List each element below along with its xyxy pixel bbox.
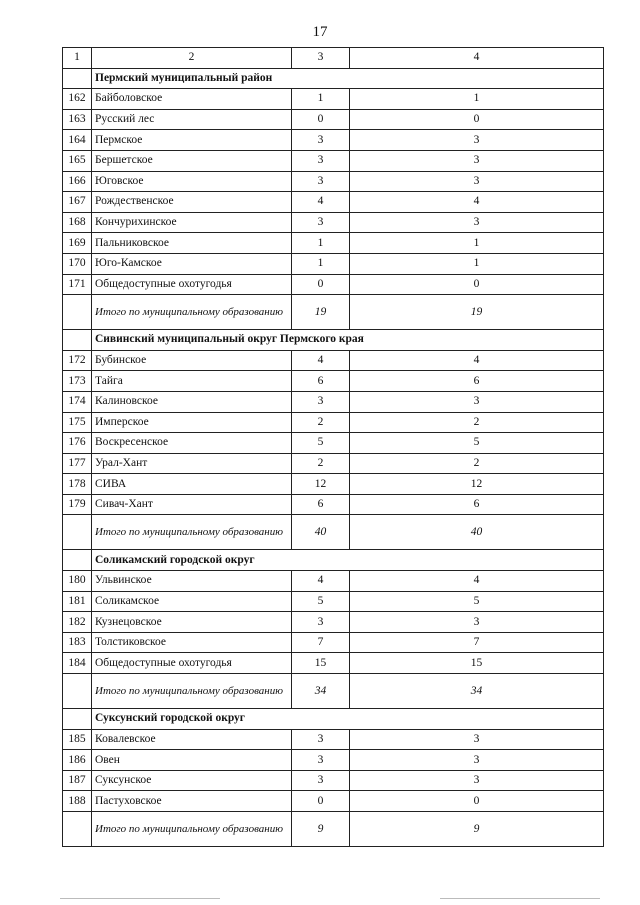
value-col-4: 0 <box>350 791 604 812</box>
value-col-3: 1 <box>292 253 350 274</box>
row-number: 180 <box>63 571 92 592</box>
area-name: Юго-Камское <box>92 253 292 274</box>
header-col-1: 1 <box>63 48 92 69</box>
value-col-3: 1 <box>292 89 350 110</box>
table-row <box>63 653 604 674</box>
table-body <box>63 68 604 846</box>
area-name: Ковалевское <box>92 729 292 750</box>
table-row <box>63 770 604 791</box>
total-col-3: 19 <box>292 295 350 330</box>
area-name: Сивач-Хант <box>92 494 292 515</box>
table-row <box>63 274 604 295</box>
table-row <box>63 350 604 371</box>
total-blank-cell <box>63 674 92 709</box>
value-col-4: 2 <box>350 453 604 474</box>
table-row <box>63 750 604 771</box>
table-row <box>63 391 604 412</box>
table-row <box>63 150 604 171</box>
area-name: Пальниковское <box>92 233 292 254</box>
value-col-4: 3 <box>350 212 604 233</box>
row-number: 166 <box>63 171 92 192</box>
value-col-4: 3 <box>350 391 604 412</box>
value-col-3: 3 <box>292 729 350 750</box>
area-name: Пастуховское <box>92 791 292 812</box>
table-row <box>63 192 604 213</box>
section-row <box>63 550 604 571</box>
total-col-4: 9 <box>350 812 604 847</box>
section-blank-cell <box>63 330 92 351</box>
row-number: 167 <box>63 192 92 213</box>
total-row <box>63 674 604 709</box>
section-blank-cell <box>63 550 92 571</box>
value-col-4: 3 <box>350 770 604 791</box>
area-name: Бубинское <box>92 350 292 371</box>
row-number: 178 <box>63 474 92 495</box>
value-col-4: 4 <box>350 350 604 371</box>
table-row <box>63 791 604 812</box>
value-col-3: 4 <box>292 571 350 592</box>
row-number: 184 <box>63 653 92 674</box>
value-col-4: 6 <box>350 371 604 392</box>
value-col-3: 0 <box>292 274 350 295</box>
section-title: Суксунский городской округ <box>92 709 604 730</box>
row-number: 164 <box>63 130 92 151</box>
area-name: Кончурихинское <box>92 212 292 233</box>
section-blank-cell <box>63 709 92 730</box>
total-row <box>63 515 604 550</box>
value-col-4: 5 <box>350 433 604 454</box>
area-name: Толстиковское <box>92 632 292 653</box>
row-number: 175 <box>63 412 92 433</box>
area-name: Бершетское <box>92 150 292 171</box>
row-number: 176 <box>63 433 92 454</box>
section-blank-cell <box>63 68 92 89</box>
total-col-3: 40 <box>292 515 350 550</box>
area-name: Рождественское <box>92 192 292 213</box>
value-col-3: 2 <box>292 412 350 433</box>
row-number: 179 <box>63 494 92 515</box>
value-col-4: 3 <box>350 750 604 771</box>
value-col-4: 1 <box>350 233 604 254</box>
value-col-3: 6 <box>292 371 350 392</box>
value-col-3: 4 <box>292 192 350 213</box>
row-number: 165 <box>63 150 92 171</box>
value-col-3: 5 <box>292 591 350 612</box>
value-col-3: 0 <box>292 791 350 812</box>
value-col-3: 3 <box>292 612 350 633</box>
area-name: Общедоступные охотугодья <box>92 274 292 295</box>
value-col-3: 1 <box>292 233 350 254</box>
total-blank-cell <box>63 295 92 330</box>
total-col-3: 9 <box>292 812 350 847</box>
header-col-3: 3 <box>292 48 350 69</box>
total-label: Итого по муниципальному образованию <box>92 515 292 550</box>
total-blank-cell <box>63 515 92 550</box>
area-name: Соликамское <box>92 591 292 612</box>
value-col-3: 6 <box>292 494 350 515</box>
row-number: 174 <box>63 391 92 412</box>
row-number: 171 <box>63 274 92 295</box>
row-number: 187 <box>63 770 92 791</box>
value-col-4: 1 <box>350 253 604 274</box>
value-col-4: 7 <box>350 632 604 653</box>
value-col-4: 3 <box>350 150 604 171</box>
table-row <box>63 412 604 433</box>
value-col-4: 4 <box>350 571 604 592</box>
row-number: 172 <box>63 350 92 371</box>
table-row <box>63 474 604 495</box>
value-col-3: 15 <box>292 653 350 674</box>
header-col-4: 4 <box>350 48 604 69</box>
total-label: Итого по муниципальному образованию <box>92 674 292 709</box>
table-row <box>63 591 604 612</box>
value-col-4: 0 <box>350 274 604 295</box>
value-col-3: 4 <box>292 350 350 371</box>
value-col-4: 0 <box>350 109 604 130</box>
row-number: 177 <box>63 453 92 474</box>
total-col-4: 34 <box>350 674 604 709</box>
table-row <box>63 494 604 515</box>
table-row <box>63 729 604 750</box>
area-name: Урал-Хант <box>92 453 292 474</box>
value-col-3: 0 <box>292 109 350 130</box>
area-name: Байболовское <box>92 89 292 110</box>
row-number: 163 <box>63 109 92 130</box>
area-name: СИВА <box>92 474 292 495</box>
row-number: 170 <box>63 253 92 274</box>
value-col-4: 3 <box>350 612 604 633</box>
value-col-3: 3 <box>292 770 350 791</box>
value-col-3: 12 <box>292 474 350 495</box>
area-name: Овен <box>92 750 292 771</box>
row-number: 188 <box>63 791 92 812</box>
table-row <box>63 89 604 110</box>
area-name: Юговское <box>92 171 292 192</box>
footer-scan-line <box>60 898 220 899</box>
row-number: 181 <box>63 591 92 612</box>
value-col-4: 4 <box>350 192 604 213</box>
value-col-4: 3 <box>350 171 604 192</box>
table-row <box>63 233 604 254</box>
total-row <box>63 812 604 847</box>
value-col-3: 3 <box>292 150 350 171</box>
footer-scan-line <box>440 898 600 899</box>
value-col-3: 3 <box>292 391 350 412</box>
value-col-4: 2 <box>350 412 604 433</box>
value-col-4: 15 <box>350 653 604 674</box>
section-row <box>63 68 604 89</box>
value-col-4: 5 <box>350 591 604 612</box>
row-number: 173 <box>63 371 92 392</box>
area-name: Кузнецовское <box>92 612 292 633</box>
table-row <box>63 171 604 192</box>
table-row <box>63 433 604 454</box>
row-number: 185 <box>63 729 92 750</box>
area-name: Русский лес <box>92 109 292 130</box>
allocation-table <box>62 47 604 847</box>
value-col-4: 3 <box>350 130 604 151</box>
row-number: 182 <box>63 612 92 633</box>
section-row <box>63 709 604 730</box>
table-row <box>63 612 604 633</box>
row-number: 169 <box>63 233 92 254</box>
total-row <box>63 295 604 330</box>
section-row <box>63 330 604 351</box>
total-label: Итого по муниципальному образованию <box>92 812 292 847</box>
row-number: 183 <box>63 632 92 653</box>
total-col-3: 34 <box>292 674 350 709</box>
header-col-2: 2 <box>92 48 292 69</box>
section-title: Пермский муниципальный район <box>92 68 604 89</box>
value-col-3: 7 <box>292 632 350 653</box>
area-name: Имперское <box>92 412 292 433</box>
table-header-row <box>63 48 604 69</box>
value-col-3: 2 <box>292 453 350 474</box>
table-row <box>63 632 604 653</box>
page-number: 17 <box>312 24 328 40</box>
value-col-4: 12 <box>350 474 604 495</box>
total-label: Итого по муниципальному образованию <box>92 295 292 330</box>
table-row <box>63 253 604 274</box>
area-name: Тайга <box>92 371 292 392</box>
table-row <box>63 371 604 392</box>
table-row <box>63 453 604 474</box>
value-col-3: 3 <box>292 130 350 151</box>
total-col-4: 40 <box>350 515 604 550</box>
value-col-4: 1 <box>350 89 604 110</box>
value-col-4: 6 <box>350 494 604 515</box>
total-blank-cell <box>63 812 92 847</box>
section-title: Сивинский муниципальный округ Пермского края <box>92 330 604 351</box>
value-col-3: 5 <box>292 433 350 454</box>
area-name: Общедоступные охотугодья <box>92 653 292 674</box>
table-row <box>63 109 604 130</box>
area-name: Пермское <box>92 130 292 151</box>
area-name: Воскресенское <box>92 433 292 454</box>
row-number: 186 <box>63 750 92 771</box>
row-number: 162 <box>63 89 92 110</box>
section-title: Соликамский городской округ <box>92 550 604 571</box>
value-col-4: 3 <box>350 729 604 750</box>
value-col-3: 3 <box>292 212 350 233</box>
area-name: Суксунское <box>92 770 292 791</box>
table-row <box>63 212 604 233</box>
row-number: 168 <box>63 212 92 233</box>
table-row <box>63 130 604 151</box>
area-name: Калиновское <box>92 391 292 412</box>
value-col-3: 3 <box>292 171 350 192</box>
area-name: Ульвинское <box>92 571 292 592</box>
value-col-3: 3 <box>292 750 350 771</box>
table-row <box>63 571 604 592</box>
total-col-4: 19 <box>350 295 604 330</box>
